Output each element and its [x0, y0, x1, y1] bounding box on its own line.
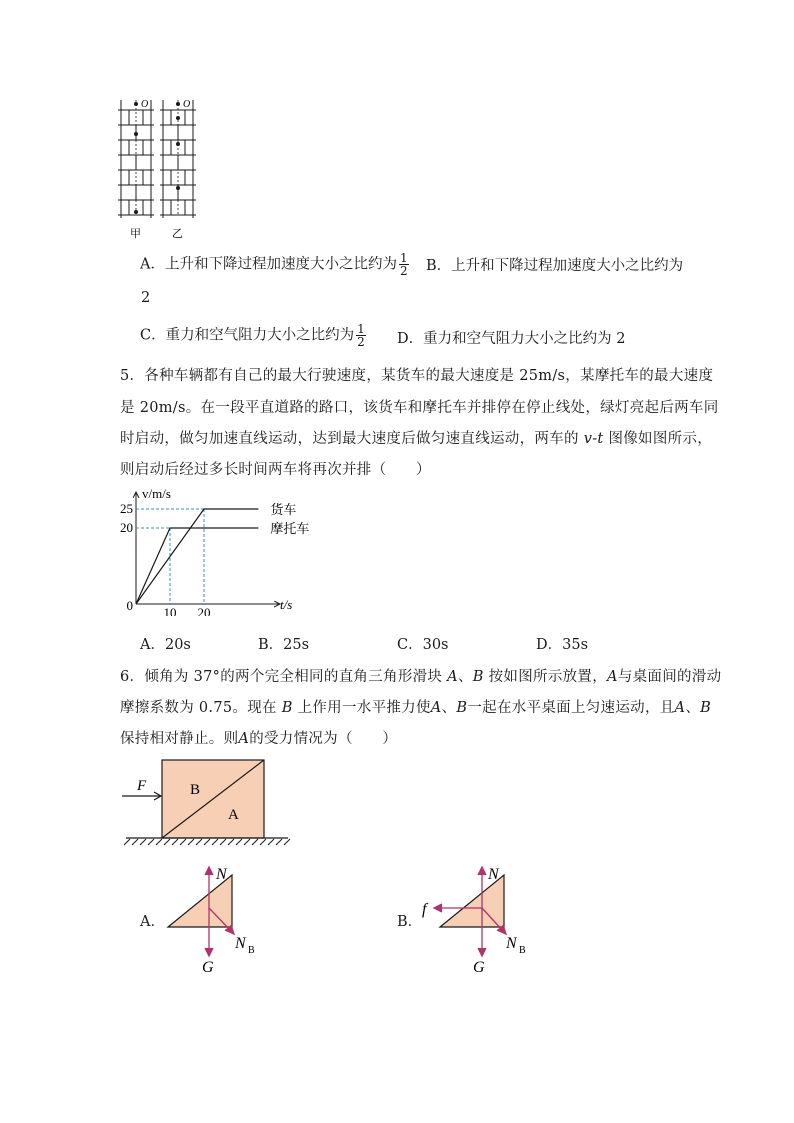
ball-position-dot	[176, 102, 180, 106]
x-axis-label: t/s	[280, 597, 293, 612]
label-n: N	[216, 866, 227, 883]
option-letter: A．	[140, 256, 165, 273]
ball-position-dot	[176, 116, 180, 120]
label-n: N	[488, 866, 499, 883]
origin-label-left: O	[141, 99, 149, 110]
q5-stem-line-4: 则启动后经过多长时间两车将再次并排（ ）	[120, 462, 431, 478]
q4-option-d[interactable]	[397, 327, 625, 348]
y-tick-label-0: 20	[120, 520, 133, 535]
q6-option-b-diagram	[418, 860, 538, 978]
option-text: 上升和下降过程加速度大小之比约为	[451, 258, 684, 274]
option-text: 上升和下降过程加速度大小之比约为	[164, 256, 397, 273]
wall-left	[118, 100, 154, 218]
label-nb: N	[506, 935, 517, 952]
q5-option-c[interactable]: C．30s	[397, 637, 449, 653]
label-g: G	[473, 959, 485, 976]
force-label-f: F	[137, 778, 147, 794]
block-label-b: B	[190, 782, 201, 798]
ball-position-dot	[176, 186, 180, 190]
block-label-a: A	[228, 807, 239, 823]
label-nb-subscript: B	[519, 945, 526, 956]
y-axis-label: v/m/s	[142, 486, 171, 501]
option-text: 重力和空气阻力大小之比约为	[165, 327, 355, 344]
series-line-1	[136, 528, 258, 604]
origin-label-right: O	[183, 99, 191, 110]
label-g: G	[202, 959, 214, 976]
origin-label: 0	[126, 598, 133, 613]
q5-stem-line-3: 时启动，做匀加速直线运动，达到最大速度后做匀速直线运动，两车的 v-t 图像如图所示，	[120, 431, 713, 447]
x-tick-label-1: 20	[197, 605, 211, 616]
q5-stem-line-2: 是 20m/s。在一段平直道路的路口，该货车和摩托车并排停在停止线处，绿灯亮起后两车同	[120, 400, 719, 416]
q5-option-d[interactable]: D．35s	[536, 637, 589, 653]
q6-stem-line-3: 保持相对静止。则A的受力情况为（ ）	[120, 731, 398, 747]
label-nb: N	[235, 935, 246, 952]
q4-brick-wall-figure	[115, 96, 205, 244]
numerator: 1	[357, 322, 365, 336]
q6-option-a[interactable]: A．	[140, 914, 165, 930]
label-nb-subscript: B	[248, 945, 255, 956]
label-jia: 甲	[130, 228, 141, 240]
ball-position-dot	[176, 142, 180, 146]
q5-option-b[interactable]: B．25s	[258, 637, 310, 653]
y-tick-label-1: 25	[120, 501, 133, 516]
ball-position-dot	[134, 132, 138, 136]
fraction	[399, 252, 409, 277]
label-yi: 乙	[172, 228, 183, 240]
label-f: f	[422, 901, 427, 918]
denominator: 2	[399, 264, 408, 278]
option-letter: D．	[397, 331, 424, 347]
ball-position-dot	[134, 210, 138, 214]
q5-stem-line-1: 5．各种车辆都有自己的最大行驶速度，某货车的最大速度是 25m/s，某摩托车的最大速度	[120, 368, 714, 384]
option-letter: B．	[426, 258, 452, 274]
option-text: 重力和空气阻力大小之比约为 2	[423, 331, 626, 347]
q5-vt-chart	[120, 484, 320, 616]
option-letter: C．	[140, 327, 166, 344]
q4-option-b-wrap: 2	[141, 290, 151, 306]
series-label-0: 货车	[270, 502, 297, 517]
vt-symbol: v-t	[583, 431, 604, 447]
q4-option-b[interactable]	[426, 254, 683, 275]
q4-option-a[interactable]	[140, 252, 411, 277]
fraction	[356, 323, 366, 348]
q6-stem-line-1: 6．倾角为 37°的两个完全相同的直角三角形滑块 A、B 按如图所示放置，A与桌面间的滑动	[120, 669, 722, 685]
denominator: 2	[357, 335, 365, 349]
numerator: 1	[399, 251, 408, 265]
q6-option-b[interactable]: B．	[397, 914, 423, 930]
table-hatching	[124, 839, 290, 845]
q5-option-a[interactable]: A．20s	[140, 637, 191, 653]
q6-stem-line-2: 摩擦系数为 0.75。现在 B 上作用一水平推力使A、B一起在水平桌面上匀速运动，且A、B	[120, 700, 712, 716]
q4-option-c[interactable]	[140, 323, 368, 348]
ball-position-dot	[134, 102, 138, 106]
q6-blocks-figure	[118, 755, 298, 850]
series-line-0	[136, 509, 258, 604]
series-label-1: 摩托车	[270, 521, 310, 536]
q6-option-a-diagram	[162, 860, 272, 978]
x-tick-label-0: 10	[163, 605, 177, 616]
